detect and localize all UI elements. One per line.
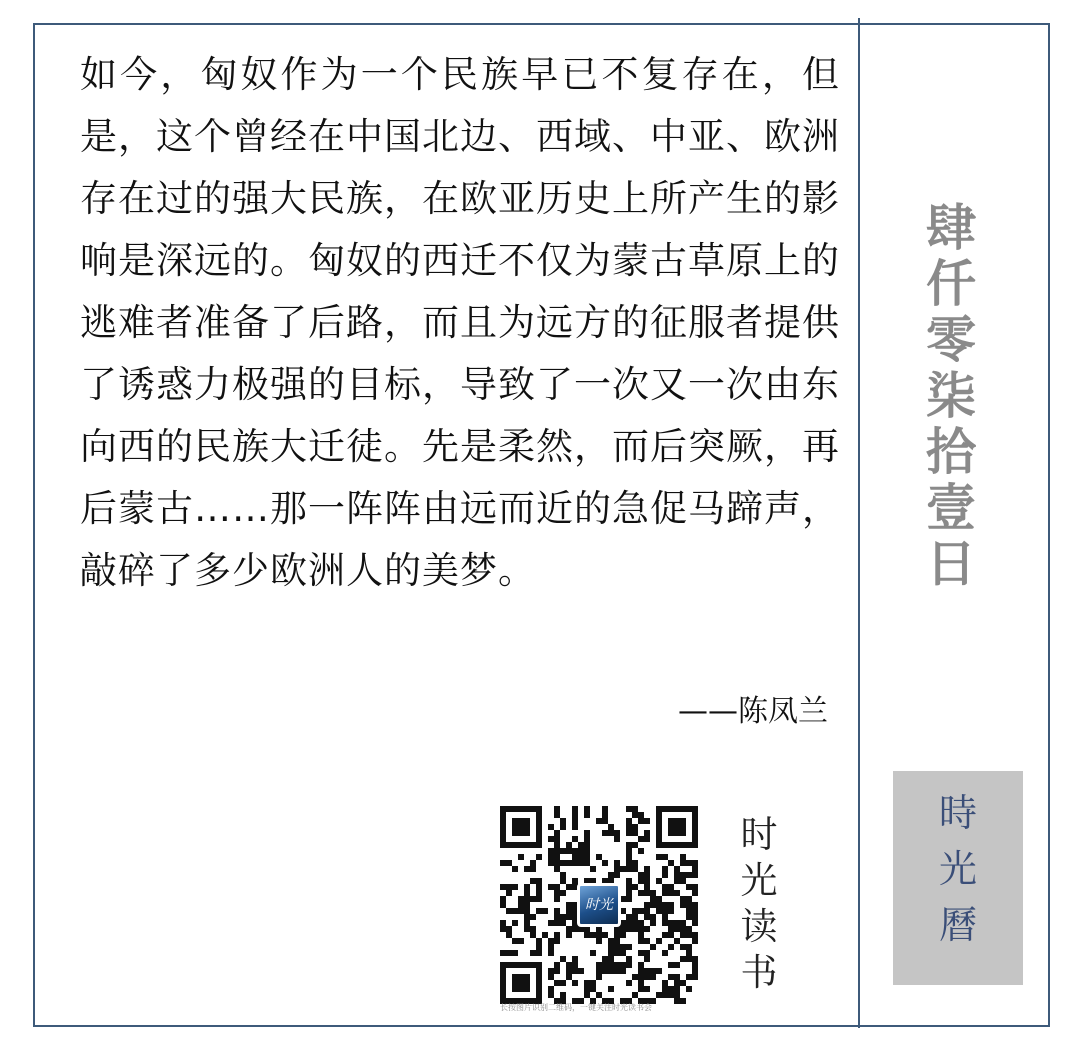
column-divider <box>858 18 860 1028</box>
stamp-char: 曆 <box>938 903 977 947</box>
stamp-label <box>893 785 1023 953</box>
date-char: 柒 <box>926 366 976 425</box>
brand-char: 书 <box>740 951 778 994</box>
date-label <box>922 200 980 592</box>
date-char: 零 <box>926 310 976 369</box>
brand-char: 时 <box>740 813 778 856</box>
brand-char: 读 <box>740 905 778 948</box>
date-char: 肆 <box>926 198 976 257</box>
quote-text: 如今，匈奴作为一个民族早已不复存在，但是，这个曾经在中国北边、西域、中亚、欧洲存在过的强大民族，在欧亚历史上所产生的影响是深远的。匈奴的西迁不仅为蒙古草原上的逃难者准备了后路，而且为远方的征服者提供了诱惑力极强的目标，导致了一次又一次由东向西的民族大迁徒。先是柔然，而后突厥，再后蒙古……那一阵阵由远而近的急促马蹄声，敲碎了多少欧洲人的美梦。 <box>80 53 840 592</box>
date-char: 壹 <box>926 478 976 537</box>
qr-caption: 长按图片识别二维码，一键关注时光读书会 <box>500 1003 652 1012</box>
date-char: 日 <box>926 534 976 593</box>
qr-code[interactable] <box>500 806 698 1004</box>
quote-author: ——陈凤兰 <box>678 694 828 729</box>
brand-name <box>736 812 782 996</box>
date-char: 仟 <box>926 254 976 313</box>
date-char: 拾 <box>926 422 976 481</box>
calendar-stamp <box>893 771 1023 985</box>
qr-logo: 时光 <box>577 883 621 927</box>
stamp-char: 光 <box>938 847 977 891</box>
stamp-char: 時 <box>938 791 977 835</box>
brand-char: 光 <box>740 859 778 902</box>
